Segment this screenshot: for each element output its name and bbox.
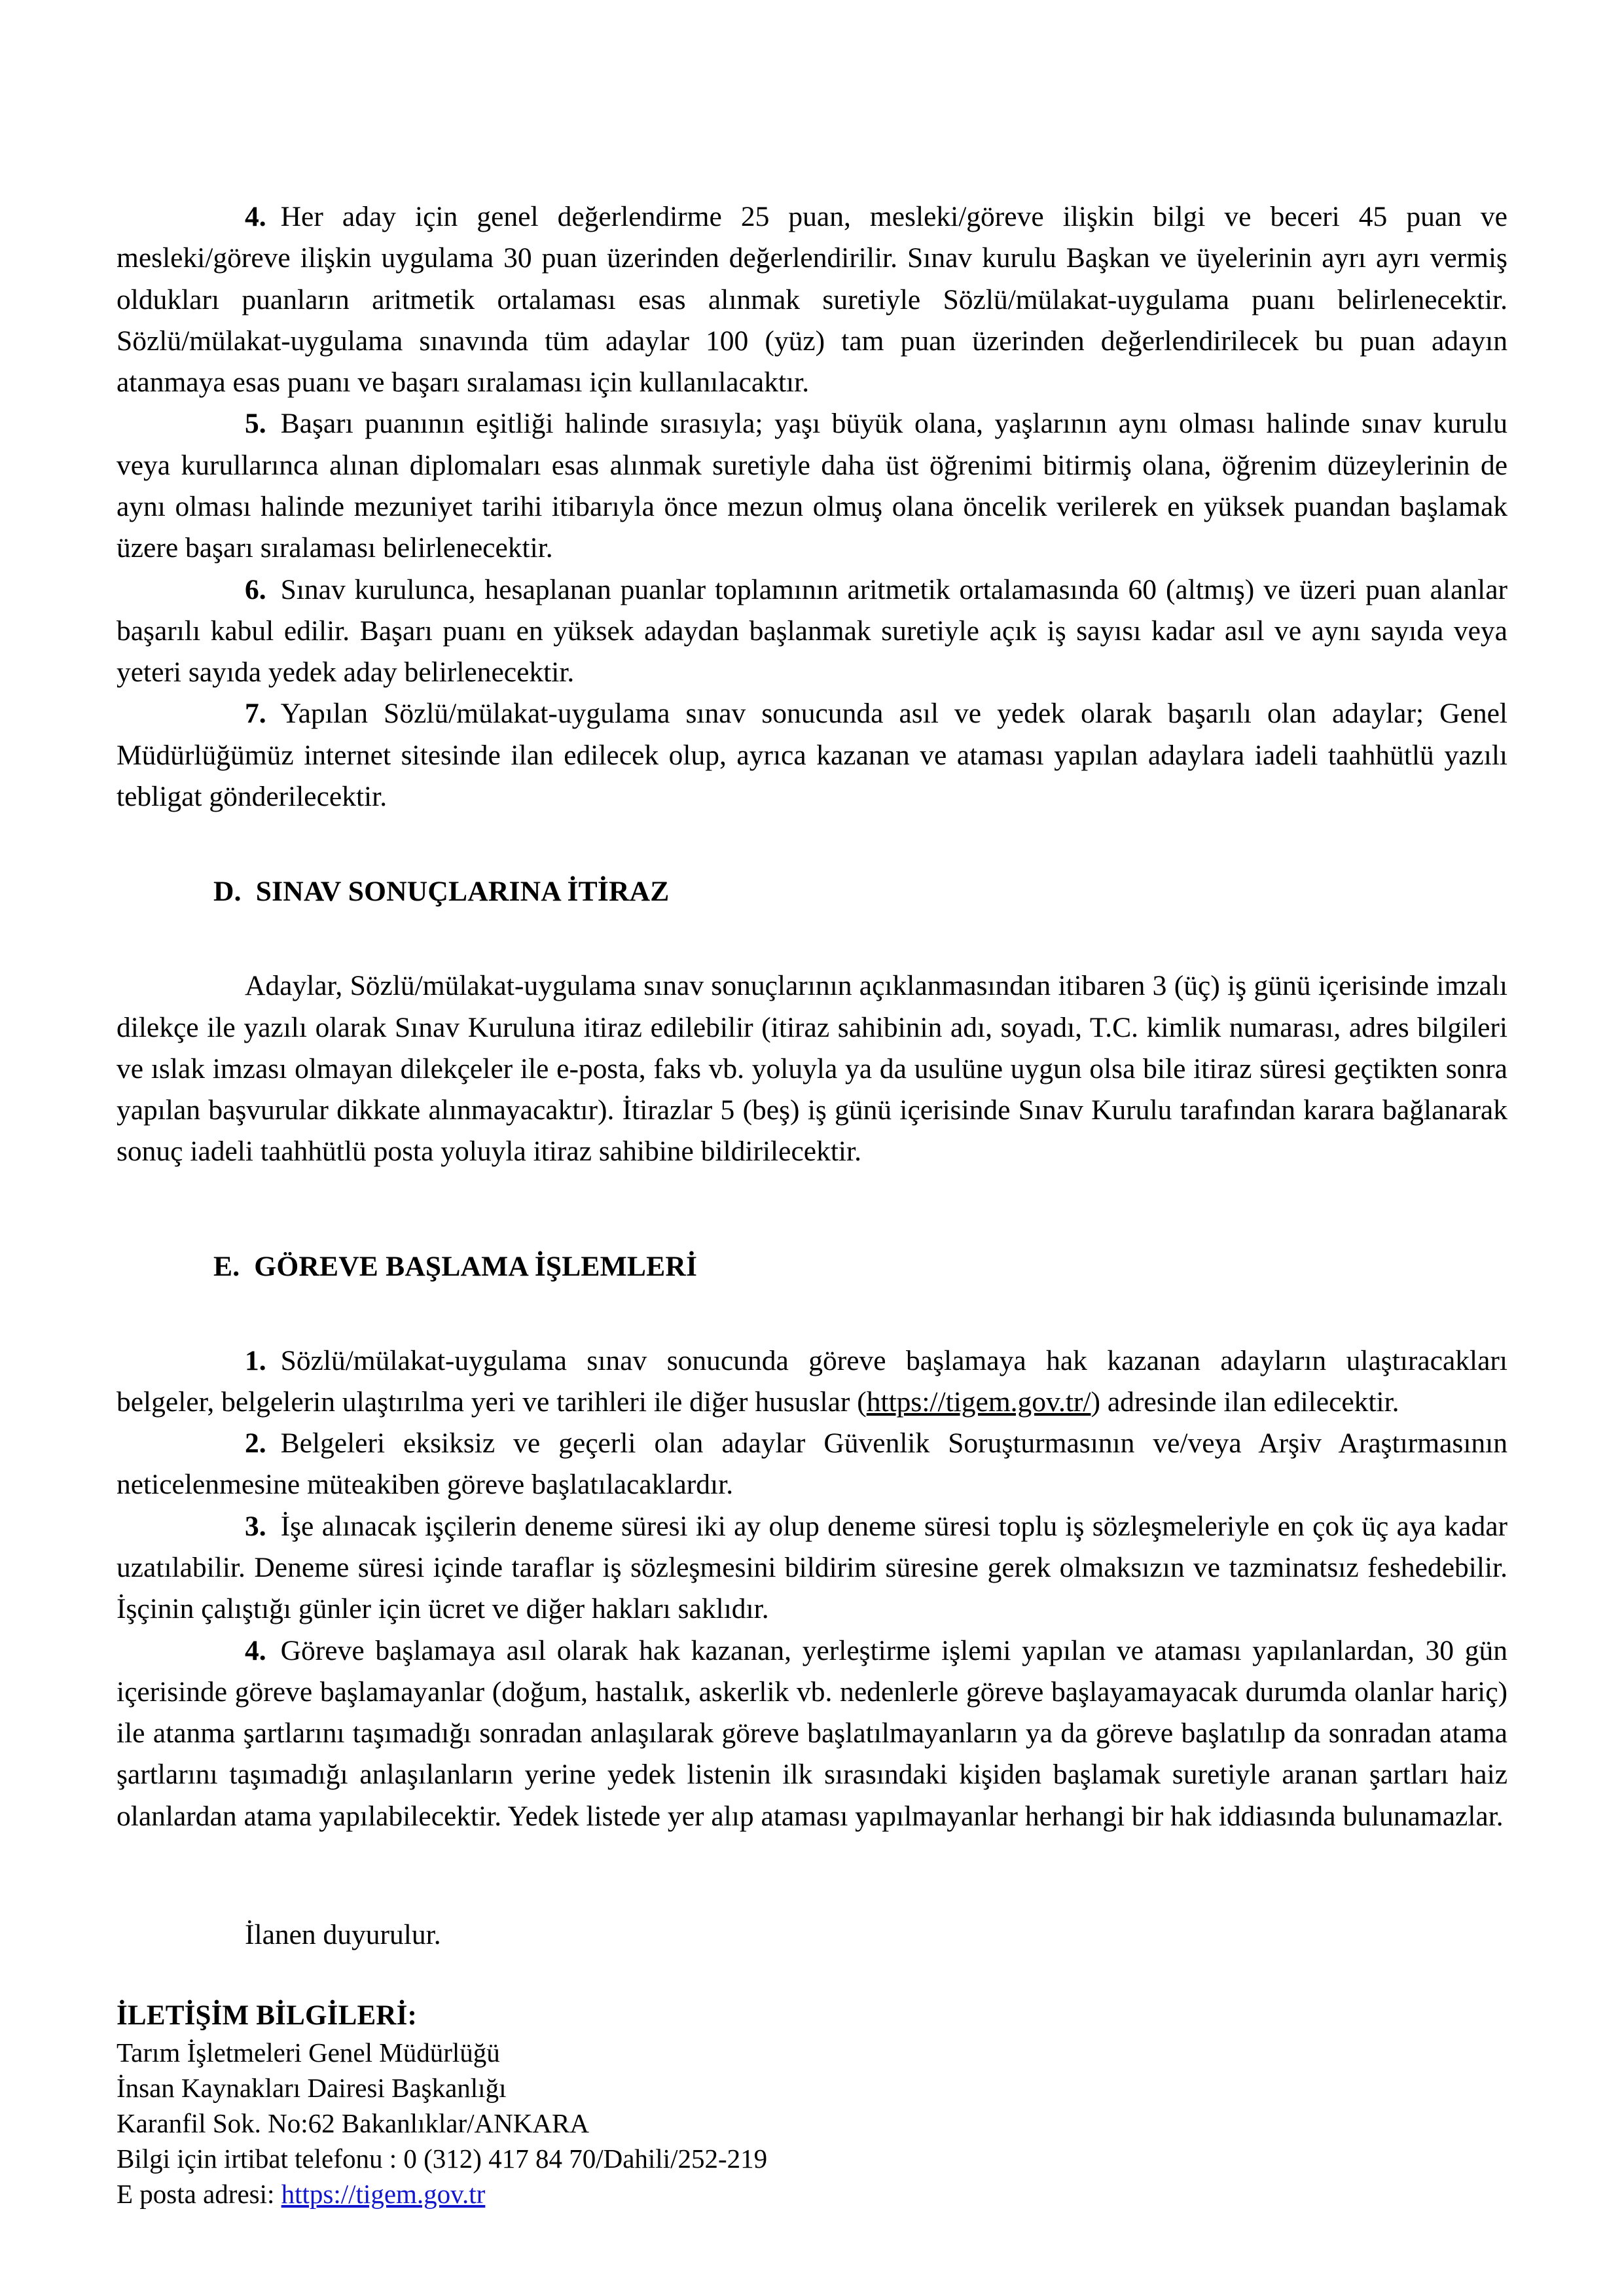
list-marker-4: 4. [245,201,266,232]
list-marker-5: 5. [245,408,266,440]
section-d-letter: D. [213,876,242,908]
section-e-item-1 [117,1340,1507,1424]
contact-organization: Tarım İşletmeleri Genel Müdürlüğü [117,2037,500,2068]
section-e-marker-2: 2. [245,1427,266,1460]
list-item-6 [117,569,1507,694]
section-heading-e [117,1250,1507,1283]
contact-department: İnsan Kaynakları Dairesi Başkanlığı [117,2073,507,2104]
list-text-7: Yapılan Sözlü/mülakat-uygulama sınav sonucunda asıl ve yedek olarak başarılı olan adaylar; Genel Müdürlüğümüz internet sitesinde ilan edilecek olup, ayrıca kazanan ve ataması yapılan adaylara iadeli taahhütlü yazılı tebligat gönderilecektir. [117,698,1507,812]
section-e-text-4: Göreve başlamaya asıl olarak hak kazanan, yerleştirme işlemi yapılan ve ataması yapılanlardan, 30 gün içerisinde göreve başlamayanlar (doğum, hastalık, askerlik vb. nedenlerle göreve başlayamayacak durumda olanlar hariç) ile atanma şartlarını taşımadığı sonradan anlaşılarak göreve başlatılmayanların ya da göreve başlatılıp da sonradan atama şartlarını taşımadığı anlaşılanların yerine yedek listenin ilk sırasındaki kişiden başlamak suretiyle aranan şartları haiz olanlardan atama yapılabilecektir. Yedek listede yer alıp ataması yapılmayanlar herhangi bir hak iddiasında bulunamazlar. [117,1634,1507,1832]
contact-email-link[interactable]: https://tigem.gov.tr [281,2179,486,2210]
contact-phone: Bilgi için irtibat telefonu : 0 (312) 417 84 70/Dahili/252-219 [117,2144,768,2174]
section-e-marker-3: 3. [245,1510,266,1542]
section-heading-d [117,875,1507,908]
section-e-text-2: Belgeleri eksiksiz ve geçerli olan adaylar Güvenlik Soruşturmasının ve/veya Arşiv Araştırmasının neticelenmesine müteakiben göreve başlatılacaklardır. [117,1427,1507,1501]
list-text-5: Başarı puanının eşitliği halinde sırasıyla; yaşı büyük olana, yaşlarının aynı olması halinde sınav kurulu veya kurullarınca alınan diplomaları esas alınmak suretiyle daha üst öğrenimi bitirmiş olana, öğrenim düzeylerinin de aynı olması halinde mezuniyet tarihi itibarıyla önce mezun olmuş olana öncelik verilerek en yüksek puandan başlamak üzere başarı sıralaması belirlenecektir. [117,408,1507,564]
contact-block [117,1998,1507,2212]
section-e-title: GÖREVE BAŞLAMA İŞLEMLERİ [254,1250,698,1282]
list-item-7 [117,693,1507,817]
tigem-website-link[interactable]: https://tigem.gov.tr/ [866,1386,1091,1418]
section-e-letter: E. [213,1250,240,1282]
section-e-item-4 [117,1630,1507,1837]
section-e-text-1-after: ) adresinde ilan edilecektir. [1091,1386,1399,1418]
section-d-title: SINAV SONUÇLARINA İTİRAZ [255,876,670,908]
list-marker-7: 7. [245,698,266,730]
section-d-paragraph: Adaylar, Sözlü/mülakat-uygulama sınav sonuçlarının açıklanmasından itibaren 3 (üç) iş günü içerisinde imzalı dilekçe ile yazılı olarak Sınav Kuruluna itiraz edilebilir (itiraz sahibinin adı, soyadı, T.C. kimlik numarası, adres bilgileri ve ıslak imzası olmayan dilekçeler ile e-posta, faks vb. yoluyla ya da usulüne uygun olsa bile itiraz süresi geçtikten sonra yapılan başvurular dikkate alınmayacaktır). İtirazlar 5 (beş) iş günü içerisinde Sınav Kurulu tarafından karara bağlanarak sonuç iadeli taahhütlü posta yoluyla itiraz sahibine bildirilecektir. [117,970,1507,1168]
section-e-item-3 [117,1506,1507,1630]
section-e-marker-1: 1. [245,1344,266,1376]
list-text-4: Her aday için genel değerlendirme 25 puan, mesleki/göreve ilişkin bilgi ve beceri 45 puan ve mesleki/göreve ilişkin uygulama 30 puan üzerinden değerlendirilir. Sınav kurulu Başkan ve üyelerinin ayrı ayrı vermiş oldukları puanların aritmetik ortalaması esas alınmak suretiyle Sözlü/mülakat-uygulama puanı belirlenecektir. Sözlü/mülakat-uygulama sınavında tüm adaylar 100 (yüz) tam puan üzerinden değerlendirilecek bu puan adayın atanmaya esas puanı ve başarı sıralaması için kullanılacaktır. [117,201,1507,399]
list-item-5 [117,403,1507,569]
section-e-marker-4: 4. [245,1634,266,1666]
document-content [117,196,1507,2212]
list-text-6: Sınav kurulunca, hesaplanan puanlar toplamının aritmetik ortalamasında 60 (altmış) ve üzeri puan alanlar başarılı kabul edilir. Başarı puanı en yüksek adaydan başlanmak suretiyle açık iş sayısı kadar asıl ve aynı sayıda veya yeteri sayıda yedek aday belirlenecektir. [117,573,1507,689]
section-e-item-2 [117,1423,1507,1506]
list-item-4 [117,196,1507,403]
section-e-text-3: İşe alınacak işçilerin deneme süresi iki ay olup deneme süresi toplu iş sözleşmeleriyle en çok üç aya kadar uzatılabilir. Deneme süresi içinde taraflar iş sözleşmesini bildirim süresine gerek olmaksızın ve tazminatsız feshedebilir. İşçinin çalıştığı günler için ücret ve diğer hakları saklıdır. [117,1510,1507,1625]
section-e-text-1-before: Sözlü/mülakat-uygulama sınav sonucunda göreve başlamaya hak kazanan adayların ulaştıracakları belgeler, belgelerin ulaştırılma yeri ve tarihleri ile diğer hususlar ( [117,1344,1507,1418]
contact-email-row [117,2176,1507,2212]
contact-address: Karanfil Sok. No:62 Bakanlıklar/ANKARA [117,2108,589,2139]
list-marker-6: 6. [245,573,266,605]
contact-title: İLETİŞİM BİLGİLERİ: [117,2000,418,2032]
closing-announcement: İlanen duyurulur. [245,1919,441,1950]
contact-email-label: E posta adresi: [117,2179,275,2210]
